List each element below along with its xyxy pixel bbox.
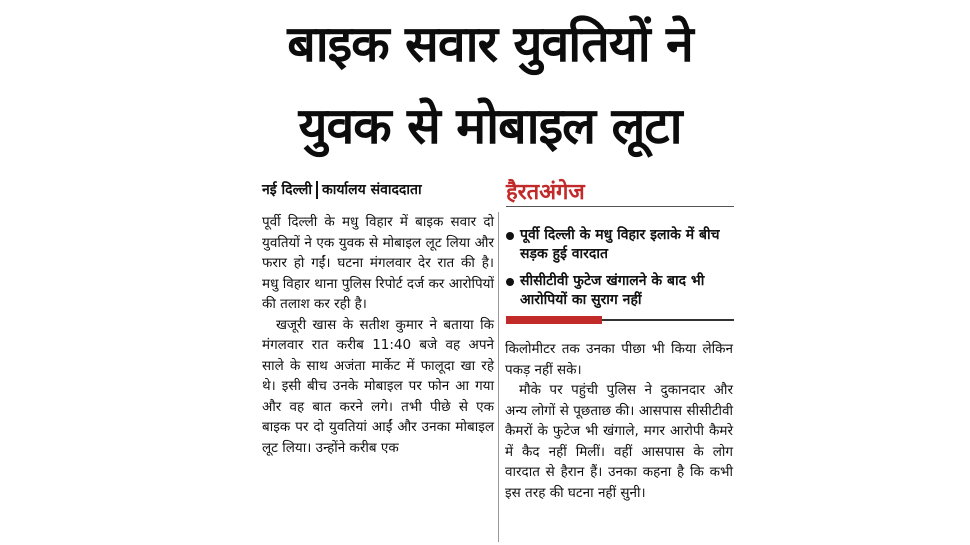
- sidebar-bottom-rule: [602, 319, 734, 321]
- article-paragraph: किलोमीटर तक उनका पीछा भी किया लेकिन पकड़ नहीं सके।: [505, 341, 733, 378]
- article-right-column: [505, 339, 733, 503]
- sidebar-bullet: [506, 272, 736, 310]
- bullet-icon: [506, 232, 514, 240]
- article-paragraph: पूर्वी दिल्ली के मधु विहार में बाइक सवार दो युवतियों ने एक युवक से मोबाइल लूट लिया और फरार हो गईं। घटना मंगलवार देर रात की है। मधु विहार थाना पुलिस रिपोर्ट दर्ज कर आरोपियों की तलाश कर रही है।: [262, 214, 494, 312]
- bullet-icon: [506, 278, 514, 286]
- headline-line-2: युवक से मोबाइल लूटा: [298, 97, 682, 155]
- sidebar-bullet-text: सीसीटीवी फुटेज खंगालने के बाद भी आरोपियों का सुराग नहीं: [520, 273, 705, 308]
- sidebar-accent-bar: [506, 316, 602, 324]
- sidebar-title-rule: [506, 206, 734, 207]
- byline-place: नई दिल्ली: [262, 182, 313, 198]
- column-divider: [498, 212, 499, 542]
- sidebar-bullet-text: पूर्वी दिल्ली के मधु विहार इलाके में बीच सड़क हुई वारदात: [520, 227, 720, 262]
- article-paragraph: खजूरी खास के सतीश कुमार ने बताया कि मंगलवार रात करीब 11:40 बजे वह अपने साले के साथ अजंता मार्केट में फालूदा खा रहे थे। इसी बीच उनके मोबाइल पर फोन आ गया और वह बात करने लगे। तभी पीछे से एक बाइक पर दो युवतियां आईं और उनका मोबाइल लूट लिया। उन्होंने करीब एक: [262, 316, 494, 456]
- byline-source: कार्यालय संवाददाता: [322, 182, 422, 198]
- byline-separator: [316, 181, 318, 199]
- byline: [262, 180, 422, 199]
- article-paragraph: मौके पर पहुंची पुलिस ने दुकानदार और अन्य लोगों से पूछताछ की। आसपास सीसीटीवी कैमरों के फुटेज भी खंगाले, मगर आरोपी कैमरे में कैद नहीं मिलीं। वहीं आसपास के लोग वारदात से हैरान हैं। उनका कहना है कि कभी इस तरह की घटना नहीं सुनी।: [505, 382, 733, 501]
- article-left-column: [262, 212, 494, 458]
- sidebar-bullet: [506, 226, 736, 264]
- sidebar-title: हैरतअंगेज: [506, 180, 585, 205]
- headline-line-1: बाइक सवार युवतियों ने: [287, 15, 693, 73]
